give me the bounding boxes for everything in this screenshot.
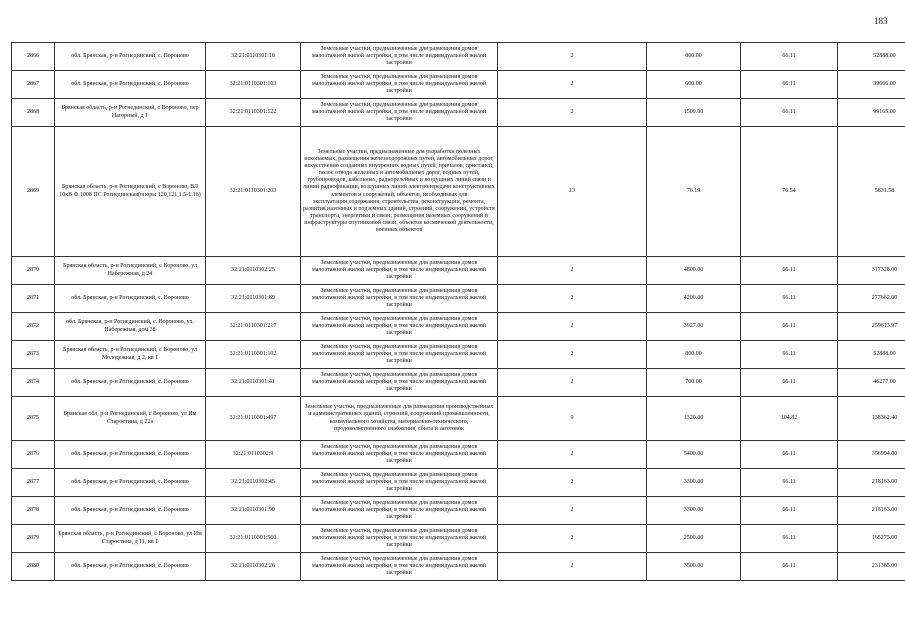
cadastral-number-cell: 32:21:0110301:122 [206, 99, 301, 127]
address-cell [55, 43, 206, 71]
address-cell [55, 127, 206, 257]
use-group-cell: 2 [498, 313, 647, 341]
specific-value-cell: 66.11 [741, 43, 838, 71]
table-row [12, 497, 905, 525]
specific-value-cell: 66.11 [741, 257, 838, 285]
area-cell: 700.00 [647, 369, 741, 397]
use-group-cell: 2 [498, 257, 647, 285]
table-row [12, 469, 905, 497]
use-group-cell: 2 [498, 441, 647, 469]
specific-value-cell: 66.11 [741, 341, 838, 369]
row-number-cell: 2871 [12, 285, 55, 313]
land-use-cell-text: Земельные участки, предназначенные для размещения домов малоэтажной жилой застройки, в том числе индивидуальной жилой застройки [311, 45, 487, 67]
address-cell [55, 99, 206, 127]
land-use-cell [301, 257, 498, 285]
address-cell [55, 369, 206, 397]
land-use-cell [301, 313, 498, 341]
address-cell-text: Брянская обл, р-н Рогнединский, с Вороново, ул Им Старостина, д 22а [63, 411, 197, 425]
table-row [12, 99, 905, 127]
land-use-cell [301, 43, 498, 71]
cadastral-number-cell: 32:21:0110301:18 [206, 43, 301, 71]
cadastral-value-cell: 277662.00 [838, 285, 905, 313]
area-cell: 600.00 [647, 71, 741, 99]
land-use-cell [301, 553, 498, 581]
area-cell: 1320.00 [647, 397, 741, 441]
address-cell-text: обл. Брянская, р-н Рогнединский, с. Вороново [71, 378, 189, 385]
land-use-cell-text: Земельные участки, предназначенные для размещения домов малоэтажной жилой застройки, в том числе индивидуальной жилой застройки [311, 471, 487, 493]
land-use-cell-text: Земельные участки, предназначенные для размещения домов малоэтажной жилой застройки, в том числе индивидуальной жилой застройки [311, 259, 487, 281]
land-use-cell [301, 397, 498, 441]
land-use-cell [301, 369, 498, 397]
area-cell: 4200.00 [647, 285, 741, 313]
land-use-cell-text: Земельные участки, предназначенные для размещения домов малоэтажной жилой застройки, в том числе индивидуальной жилой застройки [311, 527, 487, 549]
land-use-cell-text: Земельные участки, предназначенные для размещения домов малоэтажной жилой застройки, в том числе индивидуальной жилой застройки [311, 443, 487, 465]
area-cell: 800.00 [647, 43, 741, 71]
specific-value-cell: 66.11 [741, 369, 838, 397]
row-number-cell: 2874 [12, 369, 55, 397]
address-cell [55, 525, 206, 553]
specific-value-cell: 66.11 [741, 441, 838, 469]
row-number-cell: 2866 [12, 43, 55, 71]
table-row [12, 341, 905, 369]
address-cell [55, 71, 206, 99]
cadastral-number-cell: 32:21:0110301:102 [206, 341, 301, 369]
specific-value-cell: 66.11 [741, 313, 838, 341]
address-cell-text: Брянская область, р-н Рогнединский, с Вороново, ул Молодежная, д 2, кв 1 [63, 347, 197, 361]
land-use-cell [301, 341, 498, 369]
address-cell [55, 553, 206, 581]
land-use-cell-text: Земельные участки, предназначенные для размещения домов малоэтажной жилой застройки, в том числе индивидуальной жилой застройки [311, 371, 487, 393]
land-use-cell [301, 285, 498, 313]
use-group-cell: 2 [498, 525, 647, 553]
address-cell-text: Брянская область, р-н Рогнединский, с Вороново, ул Набережная, д 24 [63, 263, 197, 277]
cadastral-number-cell: 32:21:0110301:203 [206, 127, 301, 257]
cadastral-number-cell: 32:21:0110302:9 [206, 441, 301, 469]
cadastral-value-cell: 46277.00 [838, 369, 905, 397]
row-number-cell: 2868 [12, 99, 55, 127]
cadastral-number-cell: 32:21:0110301:90 [206, 497, 301, 525]
specific-value-cell: 66.11 [741, 497, 838, 525]
use-group-cell: 13 [498, 127, 647, 257]
cadastral-value-cell: 218163.00 [838, 497, 905, 525]
cadastral-value-cell: 5831.58 [838, 127, 905, 257]
address-cell-text: обл. Брянская, р-н Рогнединский, с. Вороново, ул. Набережная, дом 38 [66, 319, 194, 333]
land-use-cell [301, 71, 498, 99]
row-number-cell: 2875 [12, 397, 55, 441]
row-number-cell: 2878 [12, 497, 55, 525]
row-number-cell: 2867 [12, 71, 55, 99]
specific-value-cell: 66.11 [741, 525, 838, 553]
cadastral-value-cell: 165275.00 [838, 525, 905, 553]
row-number-cell: 2879 [12, 525, 55, 553]
address-cell [55, 257, 206, 285]
row-number-cell: 2880 [12, 553, 55, 581]
use-group-cell: 9 [498, 397, 647, 441]
specific-value-cell: 66.11 [741, 553, 838, 581]
table-row [12, 71, 905, 99]
address-cell-text: обл. Брянская, р-н Рогнединский, с. Вороново [71, 562, 189, 569]
land-use-cell-text: Земельные участки, предназначенные для разработки полезных ископаемых, размещения железнодорожных путей, автомобильных дорог, искусственно созданных внутренних водных путей, причалов, пристаней, полос отвода железных и автомобильных дорог, водных путей, трубопроводов, кабельных, радиорелейных и воздушных линий связи и линий радиофикации, воздушных линий электропередачи конструктивных элементов и сооружений, объектов, необходимых для эксплуатации,содержания, строительства, реконструкции, ремонта, развития наземных и подземных зданий, строений, сооружений, устройств транспорта, энергетики и связи; размещения наземных сооружений и инфраструктуры спутниковой связи, объектов космической деятельности, военных объектов [303, 149, 495, 233]
address-cell-text: Брянская область, р-н Рогнединский, с Вороново, ВЛ 10кВ Ф.1008 ПС Рогнединская(опоры 120,121,1.5-1.16) [59, 184, 201, 198]
use-group-cell: 2 [498, 71, 647, 99]
address-cell-text: Брянская область, р-н Рогнединский, с Вороново, ул Им Старостина, д 11, кв 1 [58, 531, 202, 545]
address-cell-text: обл. Брянская, р-н Рогнединский, с. Вороново [71, 478, 189, 485]
cadastral-value-cell: 259613.97 [838, 313, 905, 341]
land-use-cell-text: Земельные участки, предназначенные для размещения домов малоэтажной жилой застройки, в том числе индивидуальной жилой застройки [311, 287, 487, 309]
area-cell: 3300.00 [647, 497, 741, 525]
cadastral-value-cell: 52888.00 [838, 341, 905, 369]
cadastral-number-cell: 32:21:0110301:217 [206, 313, 301, 341]
row-number-cell: 2870 [12, 257, 55, 285]
land-use-cell-text: Земельные участки, предназначенные для размещения домов малоэтажной жилой застройки, в том числе индивидуальной жилой застройки [311, 555, 487, 577]
use-group-cell: 2 [498, 497, 647, 525]
land-use-cell [301, 441, 498, 469]
area-cell: 76.19 [647, 127, 741, 257]
land-use-cell-text: Земельные участки, предназначенные для размещения домов малоэтажной жилой застройки, в том числе индивидуальной жилой застройки [311, 499, 487, 521]
area-cell: 3927.00 [647, 313, 741, 341]
area-cell: 5400.00 [647, 441, 741, 469]
area-cell: 2500.00 [647, 525, 741, 553]
address-cell [55, 497, 206, 525]
land-use-cell-text: Земельные участки, предназначенные для размещения производственных и административных зданий, строений, сооружений промышленности, коммунального хозяйства, материально-технического, продовольственного снабжения, сбыта и заготовок [304, 404, 494, 432]
specific-value-cell: 76.54 [741, 127, 838, 257]
row-number-cell: 2872 [12, 313, 55, 341]
address-cell-text: обл. Брянская, р-н Рогнединский, с. Вороново [71, 506, 189, 513]
land-use-cell [301, 99, 498, 127]
specific-value-cell: 66.11 [741, 285, 838, 313]
cadastral-value-cell: 356994.00 [838, 441, 905, 469]
cadastral-value-cell: 39666.00 [838, 71, 905, 99]
table-row [12, 441, 905, 469]
specific-value-cell: 66.11 [741, 99, 838, 127]
land-use-cell-text: Земельные участки, предназначенные для размещения домов малоэтажной жилой застройки, в том числе индивидуальной жилой застройки [311, 343, 487, 365]
cadastral-number-cell: 32:21:0110301:497 [206, 397, 301, 441]
table-row [12, 257, 905, 285]
use-group-cell: 2 [498, 369, 647, 397]
specific-value-cell: 66.11 [741, 469, 838, 497]
land-use-cell-text: Земельные участки, предназначенные для размещения домов малоэтажной жилой застройки, в том числе индивидуальной жилой застройки [311, 101, 487, 123]
address-cell-text: обл. Брянская, р-н Рогнединский, с. Вороново [71, 80, 189, 87]
table-row [12, 553, 905, 581]
row-number-cell: 2877 [12, 469, 55, 497]
specific-value-cell: 104.82 [741, 397, 838, 441]
area-cell: 3300.00 [647, 469, 741, 497]
land-use-cell [301, 469, 498, 497]
cadastral-value-cell: 99165.00 [838, 99, 905, 127]
table-row [12, 397, 905, 441]
address-cell [55, 397, 206, 441]
table-row [12, 369, 905, 397]
use-group-cell: 2 [498, 341, 647, 369]
cadastral-value-cell: 52888.00 [838, 43, 905, 71]
use-group-cell: 2 [498, 285, 647, 313]
cadastral-number-cell: 32:21:0110301:103 [206, 71, 301, 99]
address-cell [55, 441, 206, 469]
cadastral-number-cell: 32:21:0110301:89 [206, 285, 301, 313]
table-body [12, 43, 905, 581]
use-group-cell: 2 [498, 99, 647, 127]
address-cell [55, 341, 206, 369]
area-cell: 800.00 [647, 341, 741, 369]
land-use-cell-text: Земельные участки, предназначенные для размещения домов малоэтажной жилой застройки, в том числе индивидуальной жилой застройки [311, 73, 487, 95]
area-cell: 4800.00 [647, 257, 741, 285]
address-cell [55, 313, 206, 341]
address-cell [55, 469, 206, 497]
cadastral-number-cell: 32:21:0110301:41 [206, 369, 301, 397]
area-cell: 1500.00 [647, 99, 741, 127]
area-cell: 3500.00 [647, 553, 741, 581]
address-cell [55, 285, 206, 313]
row-number-cell: 2876 [12, 441, 55, 469]
use-group-cell: 2 [498, 43, 647, 71]
address-cell-text: обл. Брянская, р-н Рогнединский, с. Вороново [71, 450, 189, 457]
land-use-cell-text: Земельные участки, предназначенные для размещения домов малоэтажной жилой застройки, в том числе индивидуальной жилой застройки [311, 315, 487, 337]
cadastral-number-cell: 32:21:0110302:45 [206, 469, 301, 497]
cadastral-number-cell: 32:21:0110302:26 [206, 553, 301, 581]
row-number-cell: 2869 [12, 127, 55, 257]
row-number-cell: 2873 [12, 341, 55, 369]
cadastral-number-cell: 32:21:0110301:560 [206, 525, 301, 553]
address-cell-text: Брянская область, р-н Рогнединский, с Вороново, пер Нагорный, д 1 [61, 105, 199, 119]
land-use-cell [301, 127, 498, 257]
land-use-cell [301, 525, 498, 553]
cadastral-value-cell: 218163.00 [838, 469, 905, 497]
cadastral-value-cell: 317328.00 [838, 257, 905, 285]
specific-value-cell: 66.11 [741, 71, 838, 99]
land-use-cell [301, 497, 498, 525]
address-cell-text: обл. Брянская, р-н Рогнединский, с. Вороново [71, 294, 189, 301]
use-group-cell: 2 [498, 553, 647, 581]
table-row [12, 127, 905, 257]
page-number: 183 [874, 16, 888, 26]
table-row [12, 525, 905, 553]
table-row [12, 313, 905, 341]
land-registry-table [11, 42, 905, 581]
table-row [12, 285, 905, 313]
address-cell-text: обл. Брянская, р-н Рогнединский, с. Вороново [71, 52, 189, 59]
table-row [12, 43, 905, 71]
cadastral-value-cell: 231385.00 [838, 553, 905, 581]
cadastral-value-cell: 138362.40 [838, 397, 905, 441]
cadastral-number-cell: 32:21:0110302:25 [206, 257, 301, 285]
use-group-cell: 2 [498, 469, 647, 497]
